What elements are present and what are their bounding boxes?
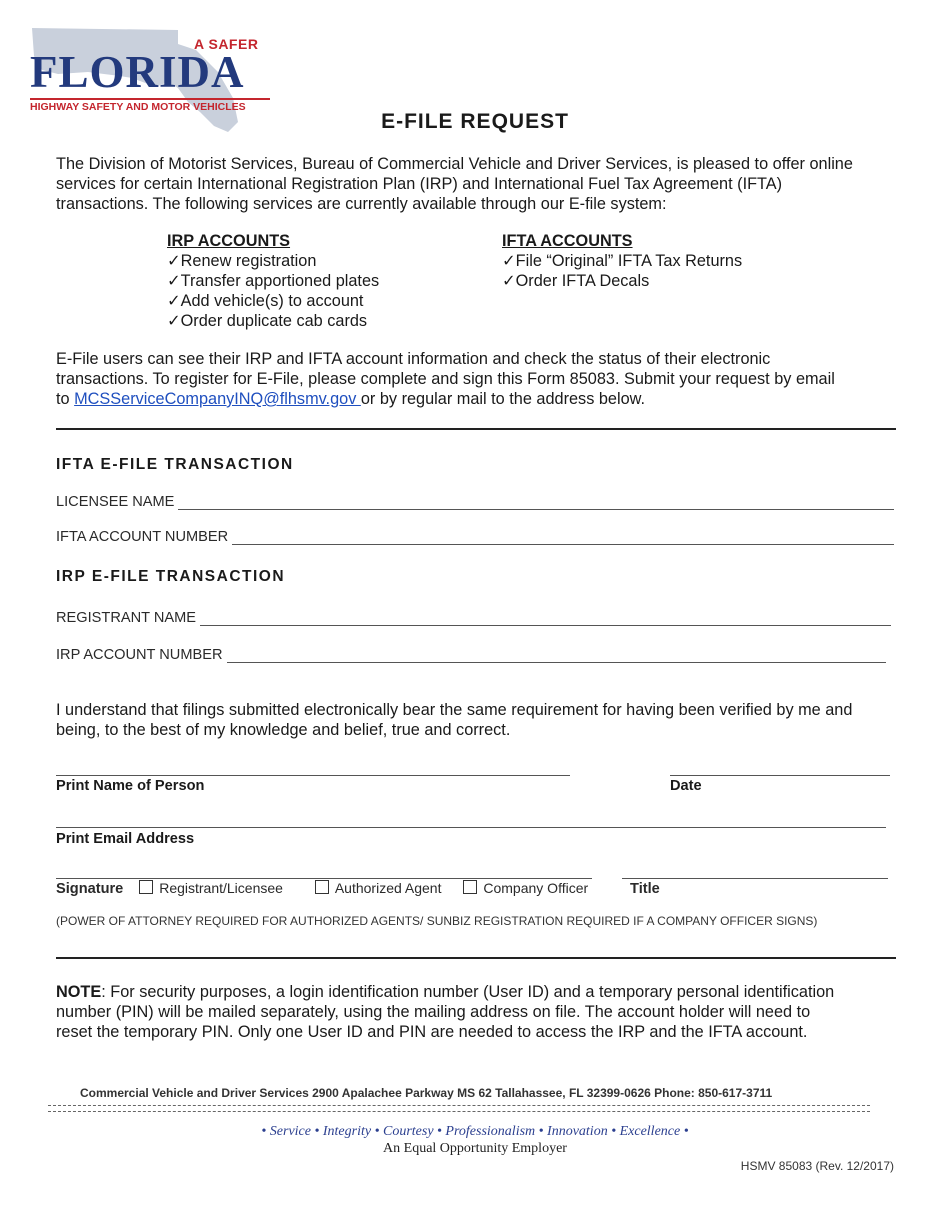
registrant-checkbox[interactable] bbox=[139, 880, 283, 896]
list-item: ✓Add vehicle(s) to account bbox=[167, 292, 364, 310]
licensee-name-field[interactable] bbox=[56, 494, 894, 510]
intro-line: services for certain International Registration Plan (IRP) and International Fuel Tax Agreement (IFTA) bbox=[56, 175, 783, 193]
efile-info-line: E-File users can see their IRP and IFTA account information and check the status of their electronic bbox=[56, 350, 771, 368]
efile-info-suffix: or by regular mail to the address below. bbox=[360, 390, 646, 408]
registrant-name-input[interactable] bbox=[200, 613, 891, 626]
title-input[interactable] bbox=[622, 878, 888, 879]
poa-note: (POWER OF ATTORNEY REQUIRED FOR AUTHORIZED AGENTS/ SUNBIZ REGISTRATION REQUIRED IF A COMPANY OFFICER SIGNS) bbox=[56, 914, 818, 928]
divider bbox=[56, 957, 896, 959]
ifta-section-heading: IFTA E-FILE TRANSACTION bbox=[56, 456, 294, 473]
irp-account-number-label: IRP ACCOUNT NUMBER bbox=[56, 647, 223, 663]
list-item: ✓Transfer apportioned plates bbox=[167, 272, 380, 290]
date-input[interactable] bbox=[670, 775, 890, 776]
checkbox-box[interactable] bbox=[463, 880, 477, 894]
checkbox-label: Authorized Agent bbox=[334, 880, 442, 896]
ifta-accounts-heading: IFTA ACCOUNTS bbox=[502, 232, 633, 250]
footer-dashed-rule bbox=[48, 1111, 870, 1112]
licensee-name-input[interactable] bbox=[178, 497, 894, 510]
ifta-account-number-input[interactable] bbox=[232, 532, 894, 545]
irp-account-number-input[interactable] bbox=[227, 650, 886, 663]
note-line: reset the temporary PIN. Only one User ID and PIN are needed to access the IRP and the IFTA account. bbox=[56, 1023, 808, 1041]
footer-dashed-rule bbox=[48, 1105, 870, 1106]
note-line: number (PIN) will be mailed separately, using the mailing address on file. The account holder will need to bbox=[56, 1003, 811, 1021]
irp-section-heading: IRP E-FILE TRANSACTION bbox=[56, 568, 286, 585]
logo-agency-name: HIGHWAY SAFETY AND MOTOR VEHICLES bbox=[30, 101, 246, 113]
form-number: HSMV 85083 (Rev. 12/2017) bbox=[740, 1159, 894, 1173]
signature-label: Signature bbox=[56, 881, 124, 897]
irp-accounts-heading: IRP ACCOUNTS bbox=[167, 232, 291, 250]
intro-line: The Division of Motorist Services, Bureau of Commercial Vehicle and Driver Services, is pleased to offer online bbox=[56, 155, 853, 173]
footer-eoe: An Equal Opportunity Employer bbox=[383, 1141, 567, 1156]
irp-account-number-field[interactable] bbox=[56, 647, 886, 663]
list-item: ✓Order duplicate cab cards bbox=[167, 312, 368, 330]
checkbox-box[interactable] bbox=[139, 880, 153, 894]
logo-rule bbox=[30, 98, 270, 100]
note-paragraph bbox=[56, 982, 916, 1042]
signature-input[interactable] bbox=[56, 878, 592, 879]
logo-tagline: A SAFER bbox=[194, 36, 259, 52]
efile-info-line: transactions. To register for E-File, please complete and sign this Form 85083. Submit your request by email bbox=[56, 370, 835, 388]
efile-info-prefix: to bbox=[56, 390, 75, 408]
note-line-1 bbox=[56, 982, 916, 1002]
email-address-input[interactable] bbox=[56, 827, 886, 828]
ifta-account-number-field[interactable] bbox=[56, 529, 894, 545]
checkbox-box[interactable] bbox=[315, 880, 329, 894]
attestation-line: I understand that filings submitted electronically bear the same requirement for having been verified by me and bbox=[56, 701, 853, 719]
footer-address: Commercial Vehicle and Driver Services 2900 Apalachee Parkway MS 62 Tallahassee, FL 32399-0626 Phone: 850-617-3711 bbox=[80, 1086, 773, 1100]
email-link[interactable]: MCSServiceCompanyINQ@flhsmv.gov bbox=[74, 390, 361, 408]
print-name-input[interactable] bbox=[56, 775, 570, 776]
note-text: : For security purposes, a login identification number (User ID) and a temporary personal identification bbox=[101, 983, 835, 1001]
logo-state-name: FLORIDA bbox=[30, 47, 245, 97]
list-item: ✓File “Original” IFTA Tax Returns bbox=[502, 252, 743, 270]
date-label: Date bbox=[670, 778, 702, 794]
print-name-label: Print Name of Person bbox=[56, 778, 205, 794]
intro-line: transactions. The following services are currently available through our E-file system: bbox=[56, 195, 667, 213]
signature-row bbox=[56, 880, 660, 897]
attestation-paragraph bbox=[56, 700, 916, 740]
licensee-name-label: LICENSEE NAME bbox=[56, 494, 175, 510]
registrant-name-label: REGISTRANT NAME bbox=[56, 610, 197, 626]
ifta-account-number-label: IFTA ACCOUNT NUMBER bbox=[56, 529, 229, 545]
intro-paragraph bbox=[56, 154, 906, 214]
authorized-agent-checkbox[interactable] bbox=[315, 880, 442, 896]
list-item: ✓Order IFTA Decals bbox=[502, 272, 650, 290]
list-item: ✓Renew registration bbox=[167, 252, 317, 270]
title-label: Title bbox=[630, 881, 660, 897]
page-title: E-FILE REQUEST bbox=[381, 110, 569, 133]
efile-info-line-3 bbox=[56, 389, 906, 409]
email-address-label: Print Email Address bbox=[56, 831, 195, 847]
footer-values: • Service • Integrity • Courtesy • Professionalism • Innovation • Excellence • bbox=[261, 1124, 689, 1139]
ifta-accounts-list bbox=[502, 232, 742, 291]
checkbox-label: Registrant/Licensee bbox=[159, 880, 283, 896]
checkbox-label: Company Officer bbox=[483, 880, 589, 896]
note-label: NOTE bbox=[56, 983, 102, 1001]
company-officer-checkbox[interactable] bbox=[463, 880, 588, 896]
irp-accounts-list bbox=[167, 232, 379, 331]
attestation-line: being, to the best of my knowledge and belief, true and correct. bbox=[56, 721, 511, 739]
registrant-name-field[interactable] bbox=[56, 610, 891, 626]
divider bbox=[56, 428, 896, 430]
efile-info-paragraph bbox=[56, 349, 906, 409]
